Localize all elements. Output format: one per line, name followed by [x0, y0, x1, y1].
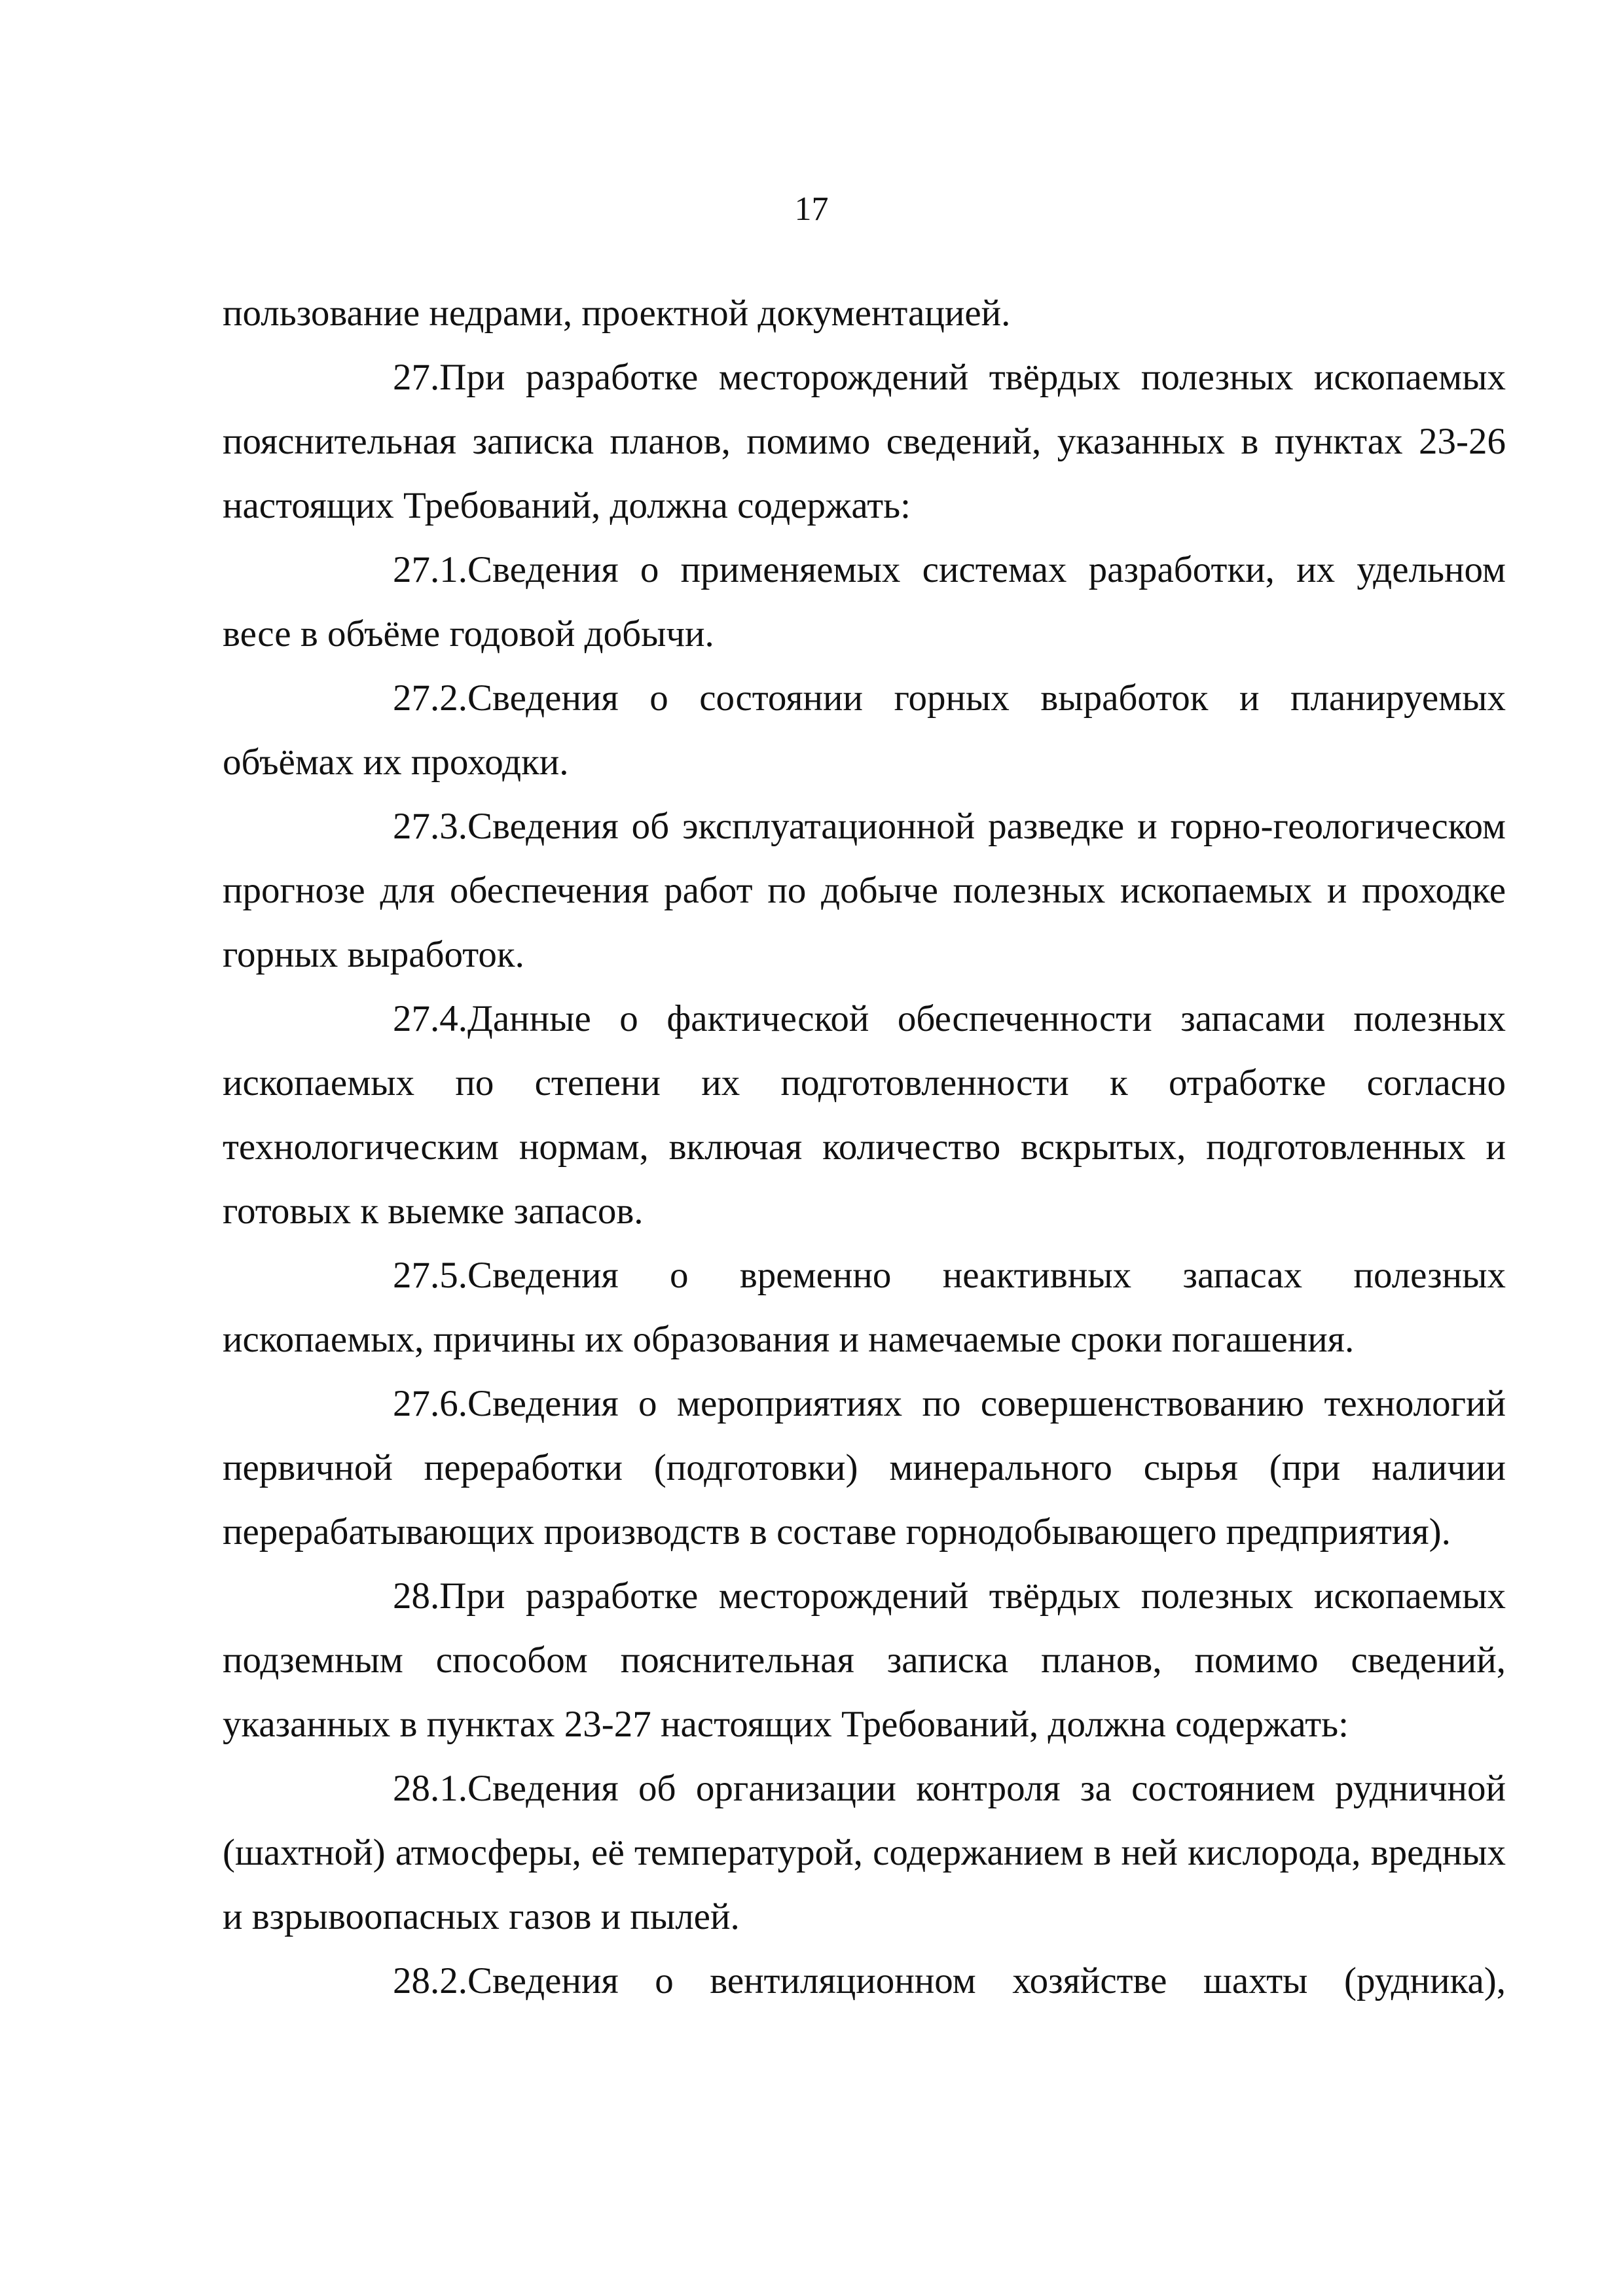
paragraph-continuation — [223, 281, 1506, 346]
paragraph-number: 27.6. — [393, 1383, 467, 1424]
paragraph-text: Сведения об эксплуатационной разведке и горно-геологическом прогнозе для обеспечения работ по добыче полезных ископаемых и проходке горных выработок. — [223, 806, 1506, 975]
paragraph-27 — [223, 346, 1506, 538]
paragraph-28 — [223, 1564, 1506, 1757]
paragraph-number: 28.2. — [393, 1960, 467, 2001]
document-body — [223, 281, 1506, 2013]
paragraph-28-1 — [223, 1757, 1506, 1949]
paragraph-number: 27.5. — [393, 1255, 467, 1296]
paragraph-text: пользование недрами, проектной документацией. — [223, 293, 1011, 334]
paragraph-27-5 — [223, 1244, 1506, 1372]
paragraph-27-3 — [223, 795, 1506, 987]
paragraph-text: При разработке месторождений твёрдых полезных ископаемых пояснительная записка планов, помимо сведений, указанных в пунктах 23-26 настоящих Требований, должна содержать: — [223, 357, 1506, 526]
paragraph-text: Сведения о вентиляционном хозяйстве шахты (рудника), — [467, 1960, 1506, 2001]
paragraph-text: Данные о фактической обеспеченности запасами полезных ископаемых по степени их подготовленности к отработке согласно технологическим нормам, включая количество вскрытых, подготовленных и готовых к выемке запасов. — [223, 998, 1506, 1232]
page-number: 17 — [794, 190, 829, 228]
paragraph-number: 27.2. — [393, 677, 467, 719]
paragraph-number: 27.4. — [393, 998, 467, 1039]
paragraph-27-2 — [223, 666, 1506, 795]
paragraph-number: 27.1. — [393, 549, 467, 590]
paragraph-27-4 — [223, 987, 1506, 1244]
paragraph-number: 28. — [393, 1575, 440, 1617]
paragraph-text: Сведения о временно неактивных запасах полезных ископаемых, причины их образования и намечаемые сроки погашения. — [223, 1255, 1506, 1360]
paragraph-28-2 — [223, 1949, 1506, 2013]
paragraph-text: При разработке месторождений твёрдых полезных ископаемых подземным способом пояснительная записка планов, помимо сведений, указанных в пунктах 23-27 настоящих Требований, должна содержать: — [223, 1575, 1506, 1745]
paragraph-text: Сведения о состоянии горных выработок и планируемых объёмах их проходки. — [223, 677, 1506, 783]
paragraph-text: Сведения о мероприятиях по совершенствованию технологий первичной переработки (подготовки) минерального сырья (при наличии перерабатывающих производств в составе горнодобывающего предприятия). — [223, 1383, 1506, 1552]
paragraph-number: 28.1. — [393, 1768, 467, 1809]
paragraph-number: 27.3. — [393, 806, 467, 847]
paragraph-27-6 — [223, 1372, 1506, 1564]
paragraph-text: Сведения о применяемых системах разработки, их удельном весе в объёме годовой добычи. — [223, 549, 1506, 655]
paragraph-number: 27. — [393, 357, 440, 398]
paragraph-27-1 — [223, 538, 1506, 666]
paragraph-text: Сведения об организации контроля за состоянием рудничной (шахтной) атмосферы, её температурой, содержанием в ней кислорода, вредных и взрывоопасных газов и пылей. — [223, 1768, 1506, 1937]
